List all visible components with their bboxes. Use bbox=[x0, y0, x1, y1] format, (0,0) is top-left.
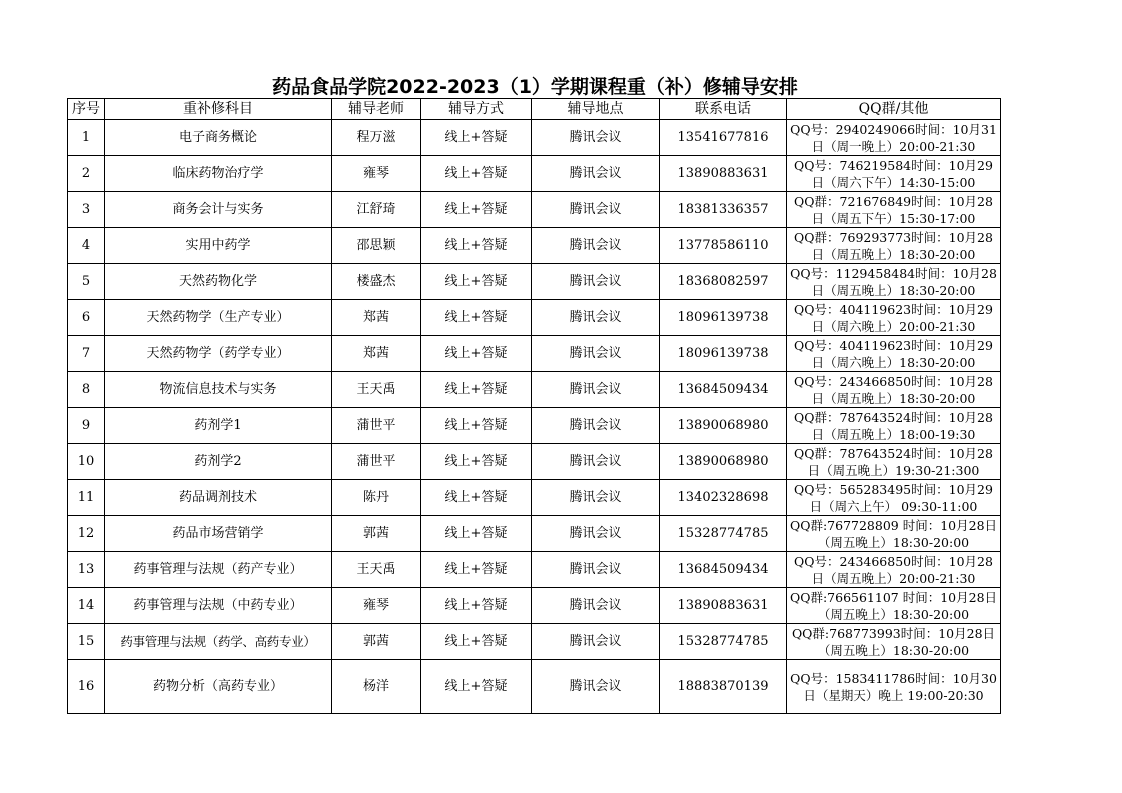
table-row bbox=[68, 120, 1001, 156]
cell-place: 腾讯会议 bbox=[532, 552, 660, 588]
cell-teacher: 郭茜 bbox=[332, 624, 421, 660]
table-row bbox=[68, 336, 1001, 372]
cell-qq: QQ群:766561107 时间：10月28日（周五晚上）18:30-20:00 bbox=[787, 588, 1001, 624]
cell-phone: 13684509434 bbox=[660, 372, 787, 408]
cell-no: 9 bbox=[68, 408, 105, 444]
cell-no: 16 bbox=[68, 660, 105, 714]
cell-qq: QQ群：769293773时间：10月28日（周五晚上）18:30-20:00 bbox=[787, 228, 1001, 264]
cell-place: 腾讯会议 bbox=[532, 624, 660, 660]
table-row bbox=[68, 660, 1001, 714]
table-row bbox=[68, 372, 1001, 408]
cell-course: 药事管理与法规（中药专业） bbox=[105, 588, 332, 624]
cell-course: 药品调剂技术 bbox=[105, 480, 332, 516]
cell-phone: 13890068980 bbox=[660, 444, 787, 480]
cell-method: 线上+答疑 bbox=[421, 372, 532, 408]
cell-no: 8 bbox=[68, 372, 105, 408]
table-row bbox=[68, 624, 1001, 660]
cell-course: 天然药物化学 bbox=[105, 264, 332, 300]
cell-no: 12 bbox=[68, 516, 105, 552]
cell-method: 线上+答疑 bbox=[421, 588, 532, 624]
cell-no: 7 bbox=[68, 336, 105, 372]
cell-course: 药事管理与法规（药产专业） bbox=[105, 552, 332, 588]
cell-method: 线上+答疑 bbox=[421, 516, 532, 552]
cell-course: 临床药物治疗学 bbox=[105, 156, 332, 192]
cell-method: 线上+答疑 bbox=[421, 552, 532, 588]
table-row bbox=[68, 192, 1001, 228]
cell-method: 线上+答疑 bbox=[421, 120, 532, 156]
cell-teacher: 郑茜 bbox=[332, 300, 421, 336]
cell-qq: QQ群:768773993时间：10月28日（周五晚上）18:30-20:00 bbox=[787, 624, 1001, 660]
cell-place: 腾讯会议 bbox=[532, 372, 660, 408]
cell-teacher: 杨洋 bbox=[332, 660, 421, 714]
cell-qq: QQ号：1583411786时间：10月30日（星期天）晚上 19:00-20:30 bbox=[787, 660, 1001, 714]
cell-phone: 13541677816 bbox=[660, 120, 787, 156]
cell-no: 15 bbox=[68, 624, 105, 660]
cell-method: 线上+答疑 bbox=[421, 444, 532, 480]
cell-qq: QQ号：1129458484时间：10月28日（周五晚上）18:30-20:00 bbox=[787, 264, 1001, 300]
cell-method: 线上+答疑 bbox=[421, 156, 532, 192]
col-header-no: 序号 bbox=[68, 99, 105, 120]
cell-place: 腾讯会议 bbox=[532, 300, 660, 336]
cell-teacher: 邵思颖 bbox=[332, 228, 421, 264]
cell-teacher: 陈丹 bbox=[332, 480, 421, 516]
cell-place: 腾讯会议 bbox=[532, 588, 660, 624]
cell-teacher: 江舒琦 bbox=[332, 192, 421, 228]
cell-teacher: 郭茜 bbox=[332, 516, 421, 552]
cell-phone: 15328774785 bbox=[660, 624, 787, 660]
cell-place: 腾讯会议 bbox=[532, 444, 660, 480]
table-row bbox=[68, 516, 1001, 552]
cell-course: 实用中药学 bbox=[105, 228, 332, 264]
cell-place: 腾讯会议 bbox=[532, 156, 660, 192]
cell-qq: QQ群:767728809 时间：10月28日（周五晚上）18:30-20:00 bbox=[787, 516, 1001, 552]
col-header-qq: QQ群/其他 bbox=[787, 99, 1001, 120]
cell-place: 腾讯会议 bbox=[532, 516, 660, 552]
cell-no: 6 bbox=[68, 300, 105, 336]
cell-course: 药剂学2 bbox=[105, 444, 332, 480]
cell-place: 腾讯会议 bbox=[532, 228, 660, 264]
cell-method: 线上+答疑 bbox=[421, 480, 532, 516]
col-header-phone: 联系电话 bbox=[660, 99, 787, 120]
schedule-table bbox=[67, 98, 1001, 714]
cell-place: 腾讯会议 bbox=[532, 480, 660, 516]
cell-teacher: 程万滋 bbox=[332, 120, 421, 156]
cell-phone: 18381336357 bbox=[660, 192, 787, 228]
cell-method: 线上+答疑 bbox=[421, 336, 532, 372]
cell-course: 药品市场营销学 bbox=[105, 516, 332, 552]
cell-phone: 18368082597 bbox=[660, 264, 787, 300]
cell-phone: 18883870139 bbox=[660, 660, 787, 714]
cell-course: 商务会计与实务 bbox=[105, 192, 332, 228]
table-row bbox=[68, 552, 1001, 588]
cell-method: 线上+答疑 bbox=[421, 624, 532, 660]
cell-teacher: 王天禹 bbox=[332, 552, 421, 588]
col-header-teacher: 辅导老师 bbox=[332, 99, 421, 120]
table-row bbox=[68, 156, 1001, 192]
table-row bbox=[68, 444, 1001, 480]
col-header-course: 重补修科目 bbox=[105, 99, 332, 120]
cell-no: 4 bbox=[68, 228, 105, 264]
cell-place: 腾讯会议 bbox=[532, 192, 660, 228]
cell-no: 13 bbox=[68, 552, 105, 588]
cell-phone: 13890883631 bbox=[660, 156, 787, 192]
cell-course: 药物分析（高药专业） bbox=[105, 660, 332, 714]
cell-method: 线上+答疑 bbox=[421, 264, 532, 300]
cell-qq: QQ号：404119623时间：10月29日（周六晚上）20:00-21:30 bbox=[787, 300, 1001, 336]
cell-phone: 13890068980 bbox=[660, 408, 787, 444]
cell-no: 3 bbox=[68, 192, 105, 228]
cell-qq: QQ群：721676849时间：10月28日（周五下午）15:30-17:00 bbox=[787, 192, 1001, 228]
cell-course: 天然药物学（药学专业） bbox=[105, 336, 332, 372]
cell-qq: QQ群：787643524时间：10月28日（周五晚上）19:30-21:300 bbox=[787, 444, 1001, 480]
col-header-method: 辅导方式 bbox=[421, 99, 532, 120]
cell-phone: 18096139738 bbox=[660, 300, 787, 336]
cell-phone: 13402328698 bbox=[660, 480, 787, 516]
cell-course: 电子商务概论 bbox=[105, 120, 332, 156]
cell-phone: 15328774785 bbox=[660, 516, 787, 552]
cell-teacher: 蒲世平 bbox=[332, 408, 421, 444]
cell-teacher: 蒲世平 bbox=[332, 444, 421, 480]
cell-place: 腾讯会议 bbox=[532, 660, 660, 714]
cell-qq: QQ号：243466850时间：10月28日（周五晚上）20:00-21:30 bbox=[787, 552, 1001, 588]
cell-teacher: 雍琴 bbox=[332, 156, 421, 192]
cell-qq: QQ号：404119623时间：10月29日（周六晚上）18:30-20:00 bbox=[787, 336, 1001, 372]
cell-course: 药事管理与法规（药学、高药专业） bbox=[105, 624, 332, 660]
cell-course: 药剂学1 bbox=[105, 408, 332, 444]
cell-teacher: 雍琴 bbox=[332, 588, 421, 624]
cell-no: 2 bbox=[68, 156, 105, 192]
table-row bbox=[68, 408, 1001, 444]
cell-method: 线上+答疑 bbox=[421, 192, 532, 228]
cell-course: 物流信息技术与实务 bbox=[105, 372, 332, 408]
cell-qq: QQ号：243466850时间：10月28日（周五晚上）18:30-20:00 bbox=[787, 372, 1001, 408]
table-row bbox=[68, 264, 1001, 300]
cell-teacher: 王天禹 bbox=[332, 372, 421, 408]
cell-qq: QQ号：565283495时间：10月29日（周六上午） 09:30-11:00 bbox=[787, 480, 1001, 516]
page-title: 药品食品学院2022-2023（1）学期课程重（补）修辅导安排 bbox=[272, 76, 798, 98]
table-row bbox=[68, 228, 1001, 264]
cell-method: 线上+答疑 bbox=[421, 228, 532, 264]
cell-teacher: 楼盛杰 bbox=[332, 264, 421, 300]
cell-qq: QQ号：746219584时间：10月29日（周六下午）14:30-15:00 bbox=[787, 156, 1001, 192]
cell-method: 线上+答疑 bbox=[421, 408, 532, 444]
col-header-place: 辅导地点 bbox=[532, 99, 660, 120]
cell-place: 腾讯会议 bbox=[532, 336, 660, 372]
cell-no: 10 bbox=[68, 444, 105, 480]
cell-method: 线上+答疑 bbox=[421, 300, 532, 336]
cell-no: 1 bbox=[68, 120, 105, 156]
header-row bbox=[68, 99, 1001, 120]
cell-place: 腾讯会议 bbox=[532, 264, 660, 300]
cell-phone: 13684509434 bbox=[660, 552, 787, 588]
cell-no: 11 bbox=[68, 480, 105, 516]
cell-method: 线上+答疑 bbox=[421, 660, 532, 714]
cell-place: 腾讯会议 bbox=[532, 120, 660, 156]
cell-qq: QQ群：787643524时间：10月28日（周五晚上）18:00-19:30 bbox=[787, 408, 1001, 444]
cell-phone: 13890883631 bbox=[660, 588, 787, 624]
table-row bbox=[68, 300, 1001, 336]
table-row bbox=[68, 588, 1001, 624]
cell-phone: 18096139738 bbox=[660, 336, 787, 372]
cell-place: 腾讯会议 bbox=[532, 408, 660, 444]
table-row bbox=[68, 480, 1001, 516]
cell-teacher: 郑茜 bbox=[332, 336, 421, 372]
cell-phone: 13778586110 bbox=[660, 228, 787, 264]
cell-qq: QQ号：2940249066时间：10月31日（周一晚上）20:00-21:30 bbox=[787, 120, 1001, 156]
cell-no: 14 bbox=[68, 588, 105, 624]
cell-course: 天然药物学（生产专业） bbox=[105, 300, 332, 336]
cell-no: 5 bbox=[68, 264, 105, 300]
